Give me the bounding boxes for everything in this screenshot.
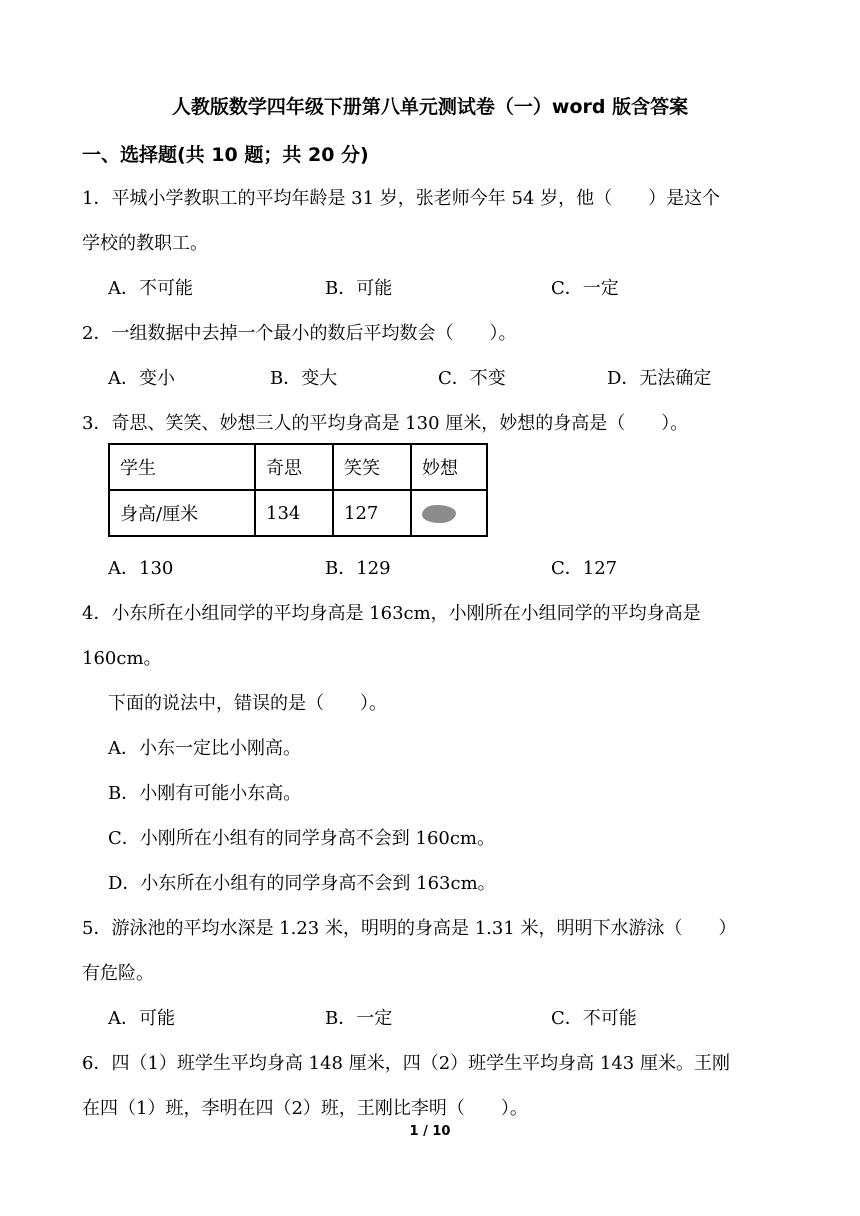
question-4-option-a: A．小东一定比小刚高。 <box>108 738 301 759</box>
question-5-option-b: B．一定 <box>325 1008 393 1029</box>
question-1-text-cont: 学校的教职工。 <box>82 233 208 254</box>
table-cell: 134 <box>255 490 333 536</box>
question-2-option-c: C．不变 <box>438 368 506 389</box>
height-table <box>108 443 488 537</box>
question-1-option-b: B．可能 <box>325 278 393 299</box>
question-3-option-b: B．129 <box>325 558 391 579</box>
question-3-option-a: A．130 <box>108 558 174 579</box>
question-3-option-c: C．127 <box>551 558 618 579</box>
question-5-text-cont: 有危险。 <box>82 963 154 984</box>
question-1-text: 1．平城小学教职工的平均年龄是 31 岁，张老师今年 54 岁，他（ ）是这个 <box>82 188 721 209</box>
question-2-option-d: D．无法确定 <box>607 368 712 389</box>
section-heading: 一、选择题(共 10 题；共 20 分) <box>82 144 369 166</box>
table-cell: 身高/厘米 <box>109 490 255 536</box>
question-2-option-a: A．变小 <box>108 368 175 389</box>
table-header-cell: 奇思 <box>255 444 333 490</box>
question-3-text: 3．奇思、笑笑、妙想三人的平均身高是 130 厘米，妙想的身高是（ ）。 <box>82 413 689 434</box>
question-5-option-a: A．可能 <box>108 1008 175 1029</box>
question-5-option-c: C．不可能 <box>551 1008 637 1029</box>
table-cell-hidden <box>411 490 487 536</box>
question-2-text: 2．一组数据中去掉一个最小的数后平均数会（ ）。 <box>82 323 517 344</box>
document-title: 人教版数学四年级下册第八单元测试卷（一）word 版含答案 <box>171 96 689 118</box>
question-4-text-cont: 160cm。 <box>82 648 162 669</box>
question-1-option-a: A．不可能 <box>108 278 193 299</box>
question-6-text: 6．四（1）班学生平均身高 148 厘米，四（2）班学生平均身高 143 厘米。王刚 <box>82 1053 730 1074</box>
question-5-text: 5．游泳池的平均水深是 1.23 米，明明的身高是 1.31 米，明明下水游泳（ ） <box>82 918 737 939</box>
table-row <box>109 490 487 536</box>
question-1-option-c: C．一定 <box>551 278 619 299</box>
question-4-text: 4．小东所在小组同学的平均身高是 163cm，小刚所在小组同学的平均身高是 <box>82 603 701 624</box>
question-4-option-b: B．小刚有可能小东高。 <box>108 783 302 804</box>
table-cell: 127 <box>333 490 411 536</box>
table-row <box>109 444 487 490</box>
page-number: 1 / 10 <box>409 1124 451 1139</box>
question-4-option-d: D．小东所在小组有的同学身高不会到 163cm。 <box>108 873 496 894</box>
table-header-cell: 笑笑 <box>333 444 411 490</box>
question-4-option-c: C．小刚所在小组有的同学身高不会到 160cm。 <box>108 828 495 849</box>
table-header-cell: 妙想 <box>411 444 487 490</box>
question-2-option-b: B．变大 <box>270 368 338 389</box>
question-6-text-cont: 在四（1）班，李明在四（2）班，王刚比李明（ ）。 <box>82 1098 528 1119</box>
table-header-cell: 学生 <box>109 444 255 490</box>
question-4-prompt: 下面的说法中，错误的是（ ）。 <box>108 693 387 714</box>
ink-smudge-icon <box>422 505 456 523</box>
